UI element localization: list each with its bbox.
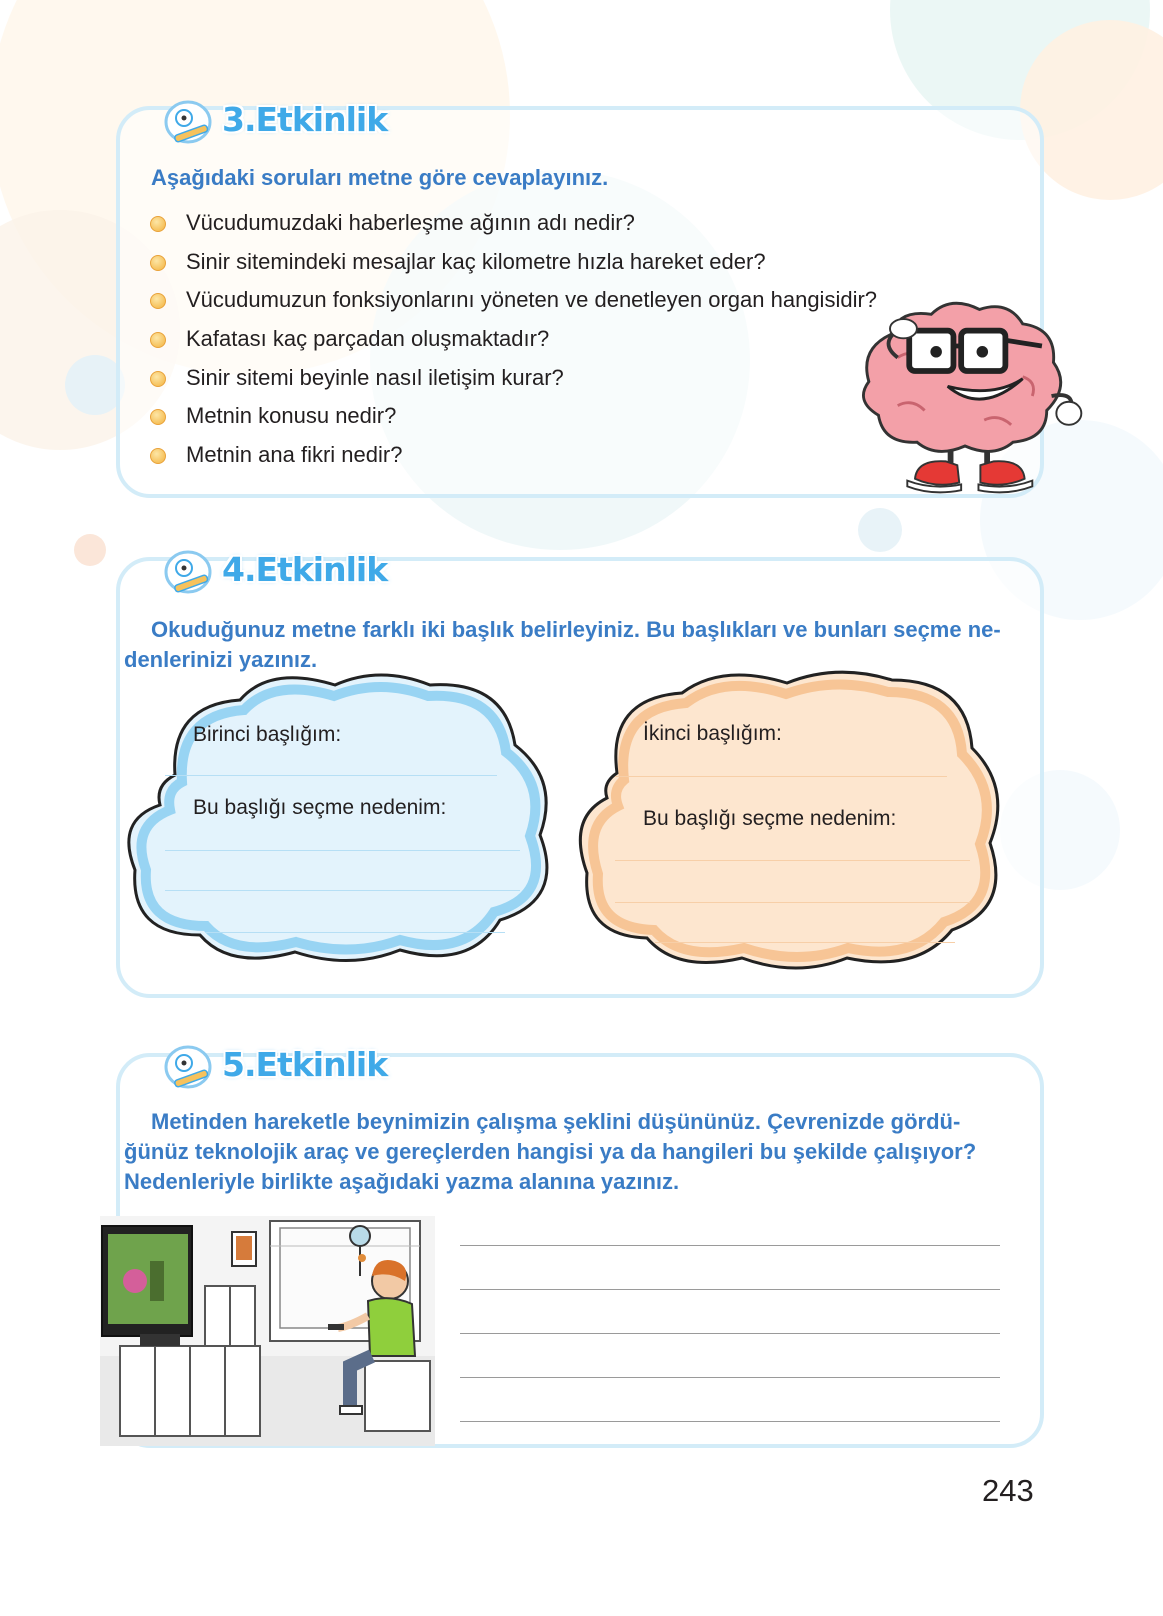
activity-4-badge-label: 4.Etkinlik — [222, 550, 388, 589]
cloud-2-reason-line[interactable] — [615, 902, 970, 903]
cloud-1-reason-label: Bu başlığı seçme nedenim: — [193, 796, 447, 819]
activity-3-badge — [162, 98, 392, 148]
bullet-icon — [150, 293, 166, 309]
question-item: Vücudumuzdaki haberleşme ağının adı nedir? — [150, 204, 877, 243]
cloud-1-reason-line[interactable] — [205, 932, 505, 933]
writing-line[interactable] — [460, 1421, 1000, 1422]
writing-line[interactable] — [460, 1377, 1000, 1378]
activity-4-instruction-line-1: Okuduğunuz metne farklı iki başlık belirleyiniz. Bu başlıkları ve bunları seçme ne- — [151, 617, 1001, 642]
bullet-icon — [150, 448, 166, 464]
cloud-1-reason-line[interactable] — [165, 890, 520, 891]
brain-mascot-illustration — [840, 290, 1090, 502]
boy-watching-tv-illustration — [100, 1216, 435, 1446]
cloud-2-reason-line[interactable] — [655, 942, 955, 943]
activity-5-instruction-line-2: ğünüz teknolojik araç ve gereçlerden hangisi ya da hangileri bu şekilde çalışıyor? — [124, 1139, 977, 1164]
bullet-icon — [150, 216, 166, 232]
question-item: Metnin ana fikri nedir? — [150, 436, 877, 475]
cloud-2-reason-line[interactable] — [615, 860, 970, 861]
activity-5-badge — [162, 1043, 392, 1093]
question-item: Sinir sitemi beyinle nasıl iletişim kurar? — [150, 359, 877, 398]
writing-line[interactable] — [460, 1333, 1000, 1334]
bullet-icon — [150, 371, 166, 387]
activity-4-instruction-line-2: denlerinizi yazınız. — [124, 647, 318, 672]
activity-5-instruction-line-3: Nedenleriyle birlikte aşağıdaki yazma alanına yazınız. — [124, 1169, 680, 1194]
question-item: Kafatası kaç parçadan oluşmaktadır? — [150, 320, 877, 359]
pencil-mascot-icon — [162, 548, 222, 596]
bullet-icon — [150, 409, 166, 425]
question-item: Vücudumuzun fonksiyonlarını yöneten ve denetleyen organ hangisidir? — [150, 281, 877, 320]
page-number: 243 — [982, 1473, 1034, 1508]
cloud-1-shape — [120, 670, 560, 970]
cloud-2-title-label: İkinci başlığım: — [643, 722, 782, 745]
activity-3-badge-label: 3.Etkinlik — [222, 100, 388, 139]
activity-5-badge-label: 5.Etkinlik — [222, 1045, 388, 1084]
cloud-2-reason-label: Bu başlığı seçme nedenim: — [643, 807, 897, 830]
writing-line[interactable] — [460, 1245, 1000, 1246]
writing-line[interactable] — [460, 1289, 1000, 1290]
bullet-icon — [150, 332, 166, 348]
activity-5-instruction-line-1: Metinden hareketle beynimizin çalışma şeklini düşününüz. Çevrenizde gördü- — [151, 1109, 961, 1134]
cloud-1-title-line[interactable] — [165, 775, 497, 776]
cloud-1-title-label: Birinci başlığım: — [193, 723, 342, 746]
activity-3-question-list — [150, 204, 877, 475]
question-item: Sinir sitemindeki mesajlar kaç kilometre hızla hareket eder? — [150, 243, 877, 282]
activity-3-instruction: Aşağıdaki soruları metne göre cevaplayınız. — [151, 165, 609, 190]
activity-4-badge — [162, 548, 392, 598]
pencil-mascot-icon — [162, 1043, 222, 1091]
cloud-1-reason-line[interactable] — [165, 850, 520, 851]
cloud-2-title-line[interactable] — [615, 776, 947, 777]
question-item: Metnin konusu nedir? — [150, 397, 877, 436]
bullet-icon — [150, 255, 166, 271]
pencil-mascot-icon — [162, 98, 222, 146]
